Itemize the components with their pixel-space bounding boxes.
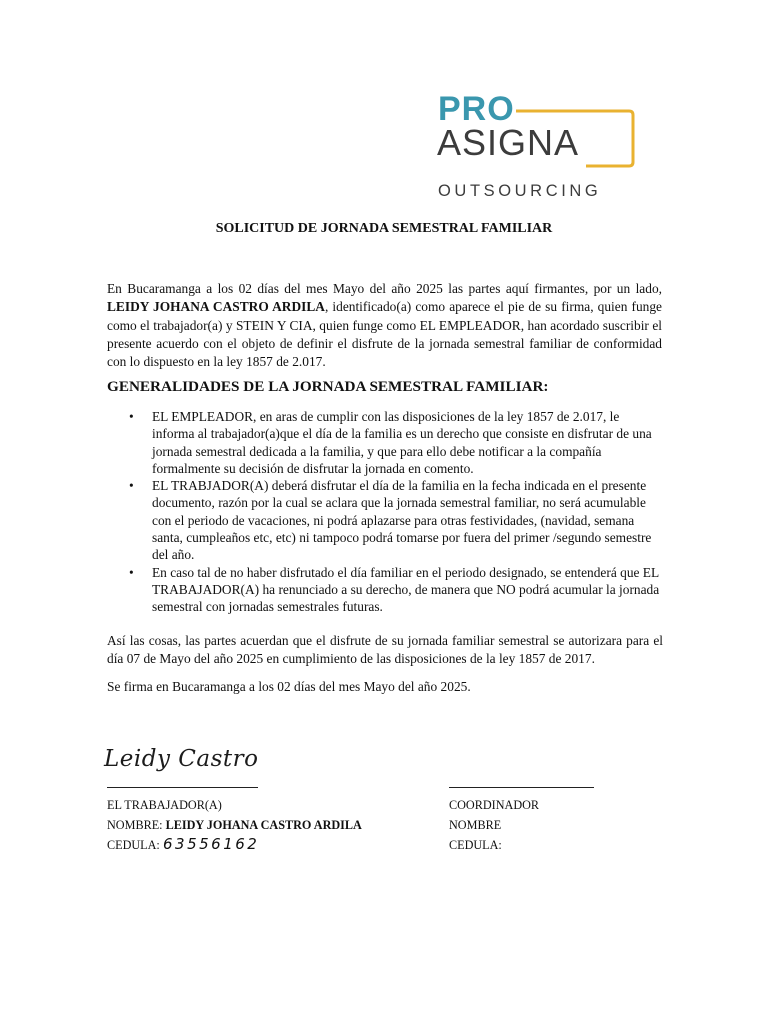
coordinator-name-label: NOMBRE bbox=[449, 818, 502, 832]
proasigna-logo bbox=[436, 92, 666, 202]
worker-id-label: CEDULA: bbox=[107, 838, 160, 852]
intro-text-1: En Bucaramanga a los 02 días del mes Mayo del año 2025 las partes aquí firmantes, por un lado, bbox=[107, 281, 662, 296]
intro-paragraph bbox=[107, 280, 662, 371]
worker-name-value: LEIDY JOHANA CASTRO ARDILA bbox=[165, 818, 362, 832]
list-item: • EL TRABJADOR(A) deberá disfrutar el día de la familia en la fecha indicada en el presente documento, razón por la cual se aclara que la jornada semestral familiar, no será acumulable con el periodo de vacaciones, ni podrá aplazarse para otras festividades, (navidad, semana santa, cumpleaños etc, etc) ni tampoco podrá tomarse por fuera del primer /segundo semestre del año. bbox=[152, 477, 663, 563]
worker-handwritten-signature: Leidy Castro bbox=[104, 746, 259, 772]
coordinator-role-label: COORDINADOR bbox=[449, 798, 540, 812]
signed-line: Se firma en Bucaramanga a los 02 días del mes Mayo del año 2025. bbox=[107, 679, 471, 694]
list-item: • En caso tal de no haber disfrutado el día familiar en el periodo designado, se entenderá que EL TRABAJADOR(A) ha renunciado a su derecho, de manera que NO podrá acumular la jornada semestral con jornadas semestrales futuras. bbox=[152, 564, 663, 616]
coordinator-signature-line bbox=[449, 787, 594, 788]
worker-signature-line bbox=[107, 787, 258, 788]
worker-name-row bbox=[107, 818, 362, 833]
closing-paragraph: Así las cosas, las partes acuerdan que el disfrute de su jornada familiar semestral se autorizara para el día 07 de Mayo del año 2025 en cumplimiento de las disposiciones de la ley 1857 de 2017. bbox=[107, 633, 663, 667]
generalities-list bbox=[107, 408, 663, 616]
list-item: • EL EMPLEADOR, en aras de cumplir con las disposiciones de la ley 1857 de 2.017, le informa al trabajador(a)que el día de la familia es un derecho que consiste en disfrutar de una jornada semestral dedicada a la familia, y que para ello debe notificar a la compañía formalmente su decisión de disfrutar la jornada en comento. bbox=[152, 408, 663, 477]
section-heading: GENERALIDADES DE LA JORNADA SEMESTRAL FAMILIAR: bbox=[107, 378, 549, 395]
intro-text-2: , identificado(a) como aparece el pie de su firma, quien funge como el trabajador(a) y STEIN Y CIA, quien funge como EL EMPLEADOR, han acordado suscribir el presente acuerdo con el objeto de definir el disfrute de la jornada semestral familiar de conformidad con lo dispuesto en la ley 1857 de 2.017. bbox=[107, 299, 662, 370]
logo-pro-text: PRO bbox=[438, 92, 515, 128]
logo-outsourcing-text: OUTSOURCING bbox=[438, 182, 602, 200]
worker-role-label: EL TRABAJADOR(A) bbox=[107, 798, 222, 812]
worker-name-label: NOMBRE: bbox=[107, 818, 166, 832]
document-title: SOLICITUD DE JORNADA SEMESTRAL FAMILIAR bbox=[215, 221, 553, 236]
coordinator-id-label: CEDULA: bbox=[449, 838, 502, 852]
logo-asigna-text: ASIGNA bbox=[437, 122, 580, 163]
worker-id-value: 63556162 bbox=[163, 835, 260, 853]
worker-name-inline: LEIDY JOHANA CASTRO ARDILA bbox=[107, 299, 325, 315]
